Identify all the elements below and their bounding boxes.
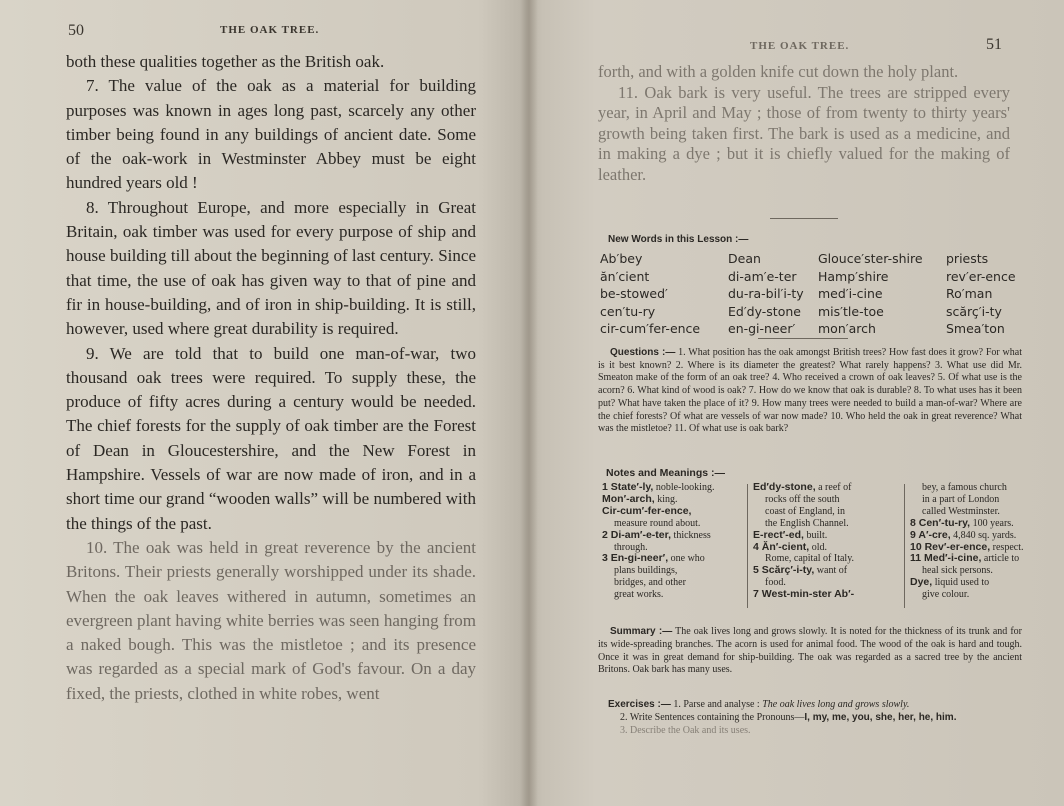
- new-words-label: New Words in this Lesson :—: [608, 234, 749, 245]
- new-word: be-stowed′: [600, 286, 668, 301]
- new-word: Hamp′shire: [818, 268, 889, 284]
- exercise-1: [608, 698, 1028, 711]
- note-definition: called Westminster.: [922, 505, 1000, 517]
- page-number-left: 50: [68, 22, 84, 39]
- note-definition: 100 years.: [970, 517, 1014, 529]
- exercise-2-text: 2. Write Sentences containing the Pronouns—: [620, 712, 805, 723]
- note-term: Cir-cum′-fer-ence,: [602, 504, 692, 517]
- note-term: 7 West-min-ster Ab′-: [753, 588, 855, 601]
- book-gutter: [520, 0, 538, 806]
- note-term: 1 State′-ly,: [602, 481, 654, 493]
- right-page: [538, 0, 1064, 806]
- notes-column-3: [910, 482, 1028, 601]
- note-entry: [602, 577, 744, 589]
- exercise-1-sentence: The oak lives long and grows slowly.: [762, 699, 910, 710]
- left-page-body: [66, 50, 476, 706]
- note-term: 9 A′-cre,: [910, 528, 951, 541]
- paragraph-7: 7. The value of the oak as a material for building purposes was known in ages long past, scarcely any other timber being found in any buildings of ancient date. Some of the oak-work in Westminster Abbey must be eight hundred years old !: [66, 76, 476, 193]
- summary-label: Summary :—: [610, 626, 673, 637]
- note-definition: heal sick persons.: [922, 565, 993, 577]
- note-entry: [910, 482, 1028, 494]
- paragraph-10: 10. The oak was held in great reverence by the ancient Britons. Their priests generally worshipped under its shade. When the oak leaves withered in autumn, sometimes an evergreen plant having white berries was seen hanging from a naked bough. This was the mistletoe ; and its presence was regarded as a special mark of God's favour. On a day fixed, the priests, clothed in white robes, went: [66, 537, 476, 703]
- note-entry: [910, 589, 1028, 601]
- note-definition: old.: [809, 541, 827, 553]
- new-word: Smea′ton: [946, 321, 1005, 336]
- note-definition: a reef of: [815, 482, 852, 493]
- note-definition: built.: [803, 529, 828, 541]
- new-word: priests: [946, 251, 989, 266]
- note-definition: rocks off the south: [765, 493, 840, 505]
- note-definition: 4,840 sq. yards.: [950, 529, 1017, 541]
- note-definition: liquid used to: [932, 577, 990, 589]
- new-word: med′i-cine: [818, 286, 883, 301]
- notes-column-1: [602, 482, 744, 601]
- note-term: 4 Ăn′-cient,: [753, 540, 810, 553]
- note-entry: [753, 542, 901, 554]
- note-term: E-rect′-ed,: [753, 528, 804, 541]
- note-entry: [753, 506, 901, 518]
- note-term: 10 Rev′-er-ence,: [910, 540, 991, 553]
- notes-label: Notes and Meanings :—: [606, 467, 726, 479]
- note-entry: [753, 589, 901, 601]
- note-entry: [753, 494, 901, 506]
- paragraph-8: 8. Throughout Europe, and more especially in Great Britain, oak timber was used for every purpose of ship and house building till about the beginning of last century. Since that time, the use of oak has given way to that of pine and fir in house-building, and of iron in ship-building. It is still, however, used where great durability is required.: [66, 197, 476, 339]
- exercise-3: 3. Describe the Oak and its uses.: [620, 725, 751, 736]
- note-definition: noble-looking.: [653, 482, 715, 493]
- note-definition: article to: [981, 553, 1020, 565]
- new-word: mis′tle-toe: [818, 303, 884, 319]
- note-definition: bridges, and other: [614, 577, 686, 589]
- questions-text: 1. What position has the oak amongst British trees? How fast does it grow? For what is it best known? 2. Where is its diameter the greatest? What rarely happens? 3. What use did Mr. Smeaton make of the form of an oak tree? 4. Who received a crown of oak leaves? 5. Of what use is the acorn? 6. What kind of wood is oak? 7. How do we know that oak is durable? 8. To what uses has it been put? What have taken the place of it? 9. How many trees were needed to build a man-of-war? Where are the chief forests? Of what are vessels of war now made? 10. Who held the oak in great reverence? What was the mistletoe? 11. Of what use is oak bark?: [598, 347, 1022, 435]
- note-definition: through.: [614, 541, 648, 553]
- note-entry: [602, 530, 744, 542]
- questions-block: [598, 347, 1022, 436]
- note-definition: plans buildings,: [614, 565, 678, 577]
- new-word: di-am′e-ter: [728, 268, 797, 284]
- note-term: 3 En-gi-neer′,: [602, 552, 669, 565]
- paragraph-continuation-right: forth, and with a golden knife cut down the holy plant.: [598, 62, 959, 81]
- paragraph-11: 11. Oak bark is very useful. The trees are stripped every year, in April and May ; those of from twenty to thirty years' growth being taken first. The bark is used as a medicine, and in making a dye ; but it is chiefly valued for the making of leather.: [598, 82, 1010, 184]
- note-entry: [602, 553, 744, 565]
- new-word: scărç′i-ty: [946, 303, 1002, 319]
- note-definition: the English Channel.: [765, 517, 849, 529]
- new-word: Ab′bey: [600, 251, 643, 266]
- note-entry: [602, 589, 744, 601]
- note-term: 8 Cen′-tu-ry,: [910, 516, 971, 529]
- new-word: mon′arch: [818, 321, 876, 336]
- new-word: Ro′man: [946, 286, 993, 301]
- note-definition: Rome, capital of Italy.: [765, 553, 855, 565]
- note-entry: [602, 506, 744, 518]
- right-page-body: [598, 62, 1010, 185]
- new-word: du-ra-bil′i-ty: [728, 286, 804, 301]
- note-term: Dye,: [910, 576, 933, 589]
- exercise-2-pronouns: I, my, me, you, she, her, he, him.: [804, 712, 957, 723]
- note-definition: want of: [814, 565, 848, 577]
- new-word: Glouce′ster-shire: [818, 251, 923, 266]
- new-word: ăn′cient: [600, 268, 650, 284]
- new-word: Dean: [728, 251, 761, 266]
- new-word: en-gi-neer′: [728, 321, 796, 336]
- running-head-right: THE OAK TREE.: [750, 40, 850, 52]
- exercises-label: Exercises :—: [608, 699, 671, 710]
- note-entry: [753, 565, 901, 577]
- paragraph-9: 9. We are told that to build one man-of-war, two thousand oak trees were required. To supply these, the produce of fifty acres during a century would be needed. The chief forests for the supply of oak timber are the Forest of Dean in Gloucestershire, and the New Forest in Hampshire. Vessels of war are now made of iron, and in a short time our grand “wooden walls” will be numbered with the things of the past.: [66, 343, 476, 533]
- note-definition: great works.: [614, 589, 664, 601]
- paragraph-continuation: both these qualities together as the British oak.: [66, 52, 385, 71]
- new-word: Ed′dy-stone: [728, 303, 801, 319]
- note-definition: coast of England, in: [765, 505, 845, 517]
- note-definition: king.: [654, 493, 678, 505]
- note-definition: one who: [668, 553, 705, 565]
- notes-table: [602, 482, 1026, 610]
- divider-rule: [770, 218, 838, 219]
- exercise-1-text: 1. Parse and analyse :: [673, 699, 763, 710]
- note-term: 11 Med′-i-cine,: [910, 552, 982, 565]
- note-definition: thickness: [671, 529, 711, 541]
- page-number-right: 51: [986, 36, 1002, 53]
- note-entry: [602, 565, 744, 577]
- note-term: Mon′-arch,: [602, 492, 655, 505]
- note-definition: measure round about.: [614, 517, 701, 529]
- note-entry: [910, 494, 1028, 506]
- note-term: 2 Di-am′-e-ter,: [602, 528, 672, 541]
- column-divider: [904, 484, 905, 608]
- new-words-grid: [600, 250, 1020, 338]
- note-term: 5 Scărç′-i-ty,: [753, 564, 815, 577]
- new-word: cir-cum′fer-ence: [600, 321, 701, 336]
- note-entry: [753, 482, 901, 494]
- divider-rule: [758, 338, 848, 339]
- note-definition: respect.: [990, 541, 1024, 553]
- left-page: [0, 0, 520, 806]
- note-definition: in a part of London: [922, 493, 1000, 505]
- new-word: cen′tu-ry: [600, 303, 656, 319]
- column-divider: [747, 484, 748, 608]
- running-head-left: THE OAK TREE.: [220, 24, 320, 36]
- new-word: rev′er-ence: [946, 268, 1016, 284]
- questions-label: Questions :—: [610, 347, 676, 358]
- summary-text: The oak lives long and grows slowly. It is noted for the thickness of its trunk and for its wide-spreading branches. The acorn is used for animal food. The wood of the oak is hard and tough. Once it was in great demand for ship-building. The oak was regarded as a sacred tree by the ancient Britons. Oak bark has many uses.: [598, 626, 1022, 676]
- notes-column-2: [753, 482, 901, 601]
- summary-block: [598, 626, 1022, 677]
- note-definition: bey, a famous church: [922, 482, 1007, 493]
- note-entry: [910, 553, 1028, 565]
- exercise-2: [620, 711, 1028, 724]
- note-definition: give colour.: [922, 589, 970, 601]
- exercises-block: [608, 698, 1028, 737]
- note-definition: food.: [765, 577, 786, 589]
- note-term: Ed′dy-stone,: [753, 481, 816, 493]
- note-entry: [910, 577, 1028, 589]
